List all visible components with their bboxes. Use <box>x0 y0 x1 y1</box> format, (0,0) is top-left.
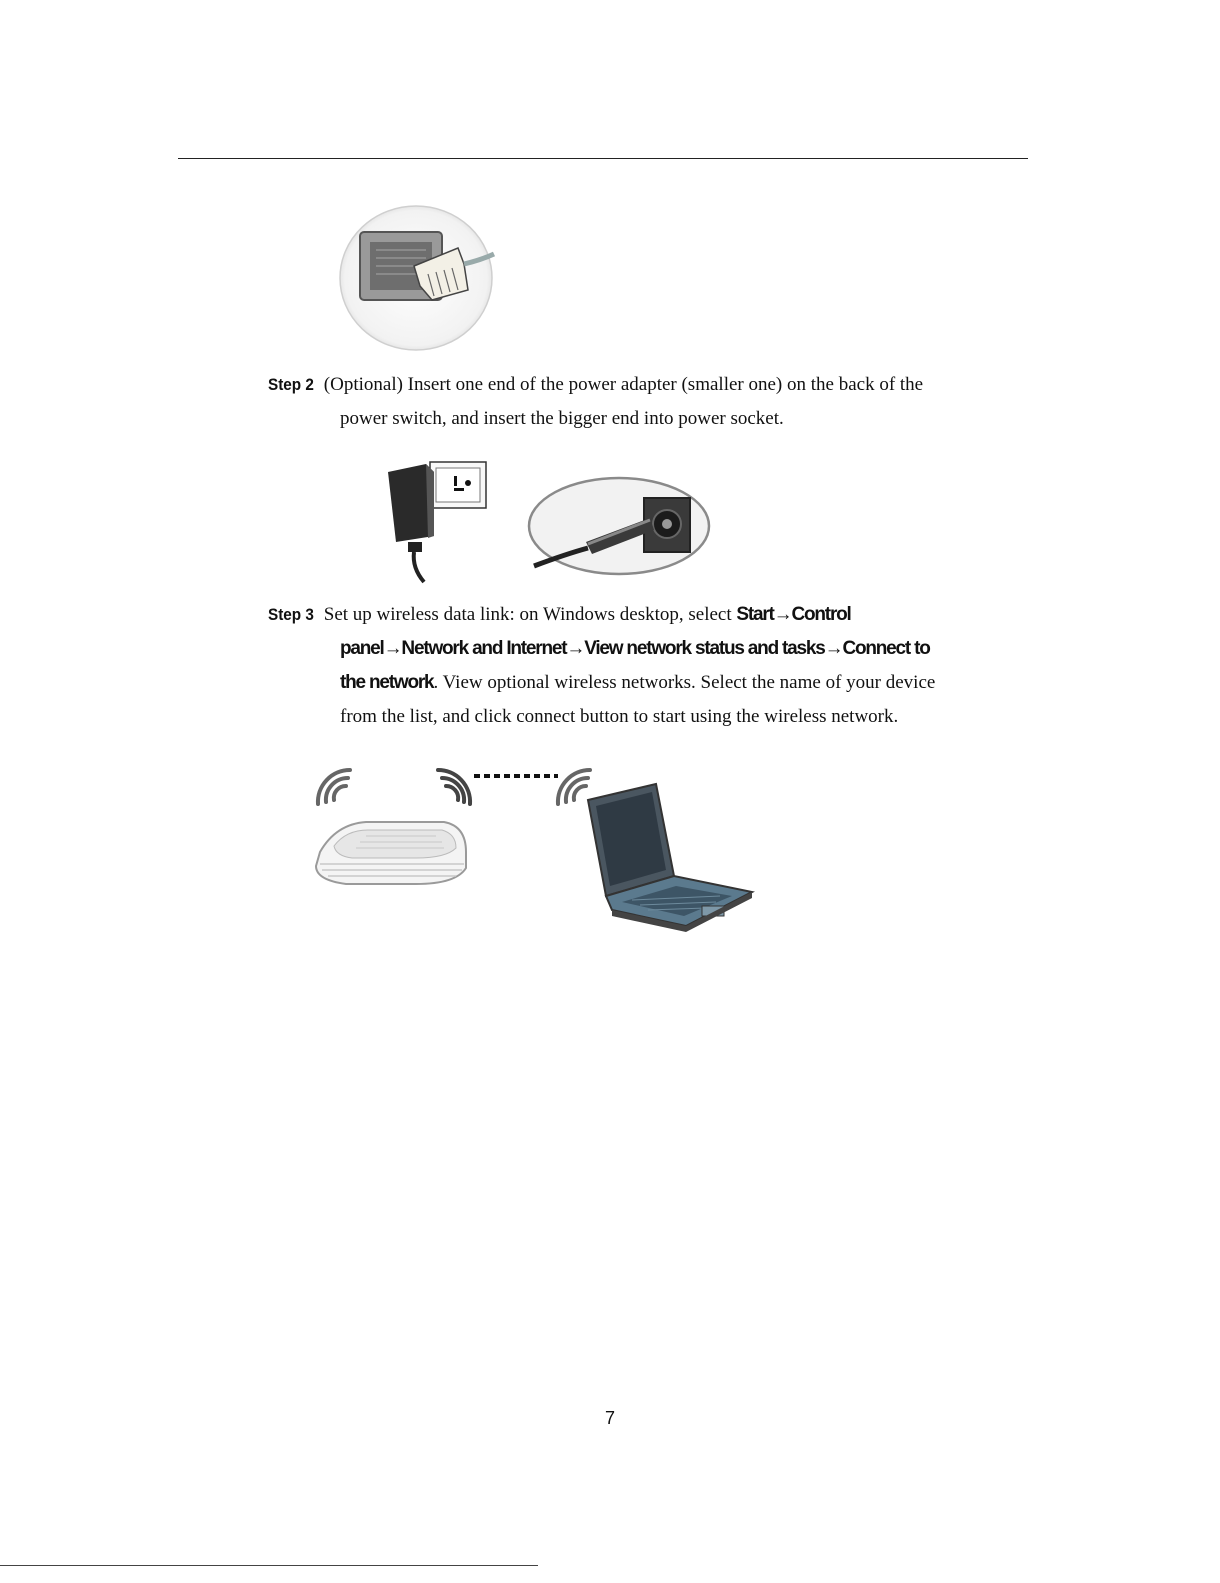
step-3-text-before: Set up wireless data link: on Windows desktop, select <box>323 604 737 625</box>
step-2-line-1: (Optional) Insert one end of the power adapter (smaller one) on the back of the <box>323 374 924 395</box>
dc-plug-figure <box>526 474 712 578</box>
wireless-link-figure <box>306 760 756 940</box>
wifi-signal-icon <box>318 770 350 804</box>
step-2-label: Step 2 <box>268 375 314 394</box>
page-number: 7 <box>604 1408 615 1428</box>
footer-rule <box>0 1565 538 1566</box>
step-3-line-4: from the list, and click connect button to start using the wireless network. <box>340 706 899 727</box>
step-3 <box>268 598 1028 734</box>
router-icon <box>316 822 466 884</box>
menu-path-line-1: Start→Control <box>736 604 851 625</box>
menu-path-line-2: panel→Network and Internet→View network status and tasks→Connect to <box>340 638 930 659</box>
power-adapter-figure <box>382 458 490 586</box>
step-3-text-after: . View optional wireless networks. Select the name of your device <box>433 672 936 693</box>
step-3-label: Step 3 <box>268 605 314 624</box>
step-2 <box>268 368 1028 436</box>
step-2-line-2: power switch, and insert the bigger end into power socket. <box>340 408 784 429</box>
wifi-signal-icon <box>558 770 590 804</box>
header-rule <box>178 158 1028 159</box>
menu-path-line-3: the network <box>340 672 434 693</box>
wifi-signal-icon <box>438 770 470 804</box>
laptop-icon <box>588 784 752 932</box>
phone-jack-figure <box>336 204 496 354</box>
